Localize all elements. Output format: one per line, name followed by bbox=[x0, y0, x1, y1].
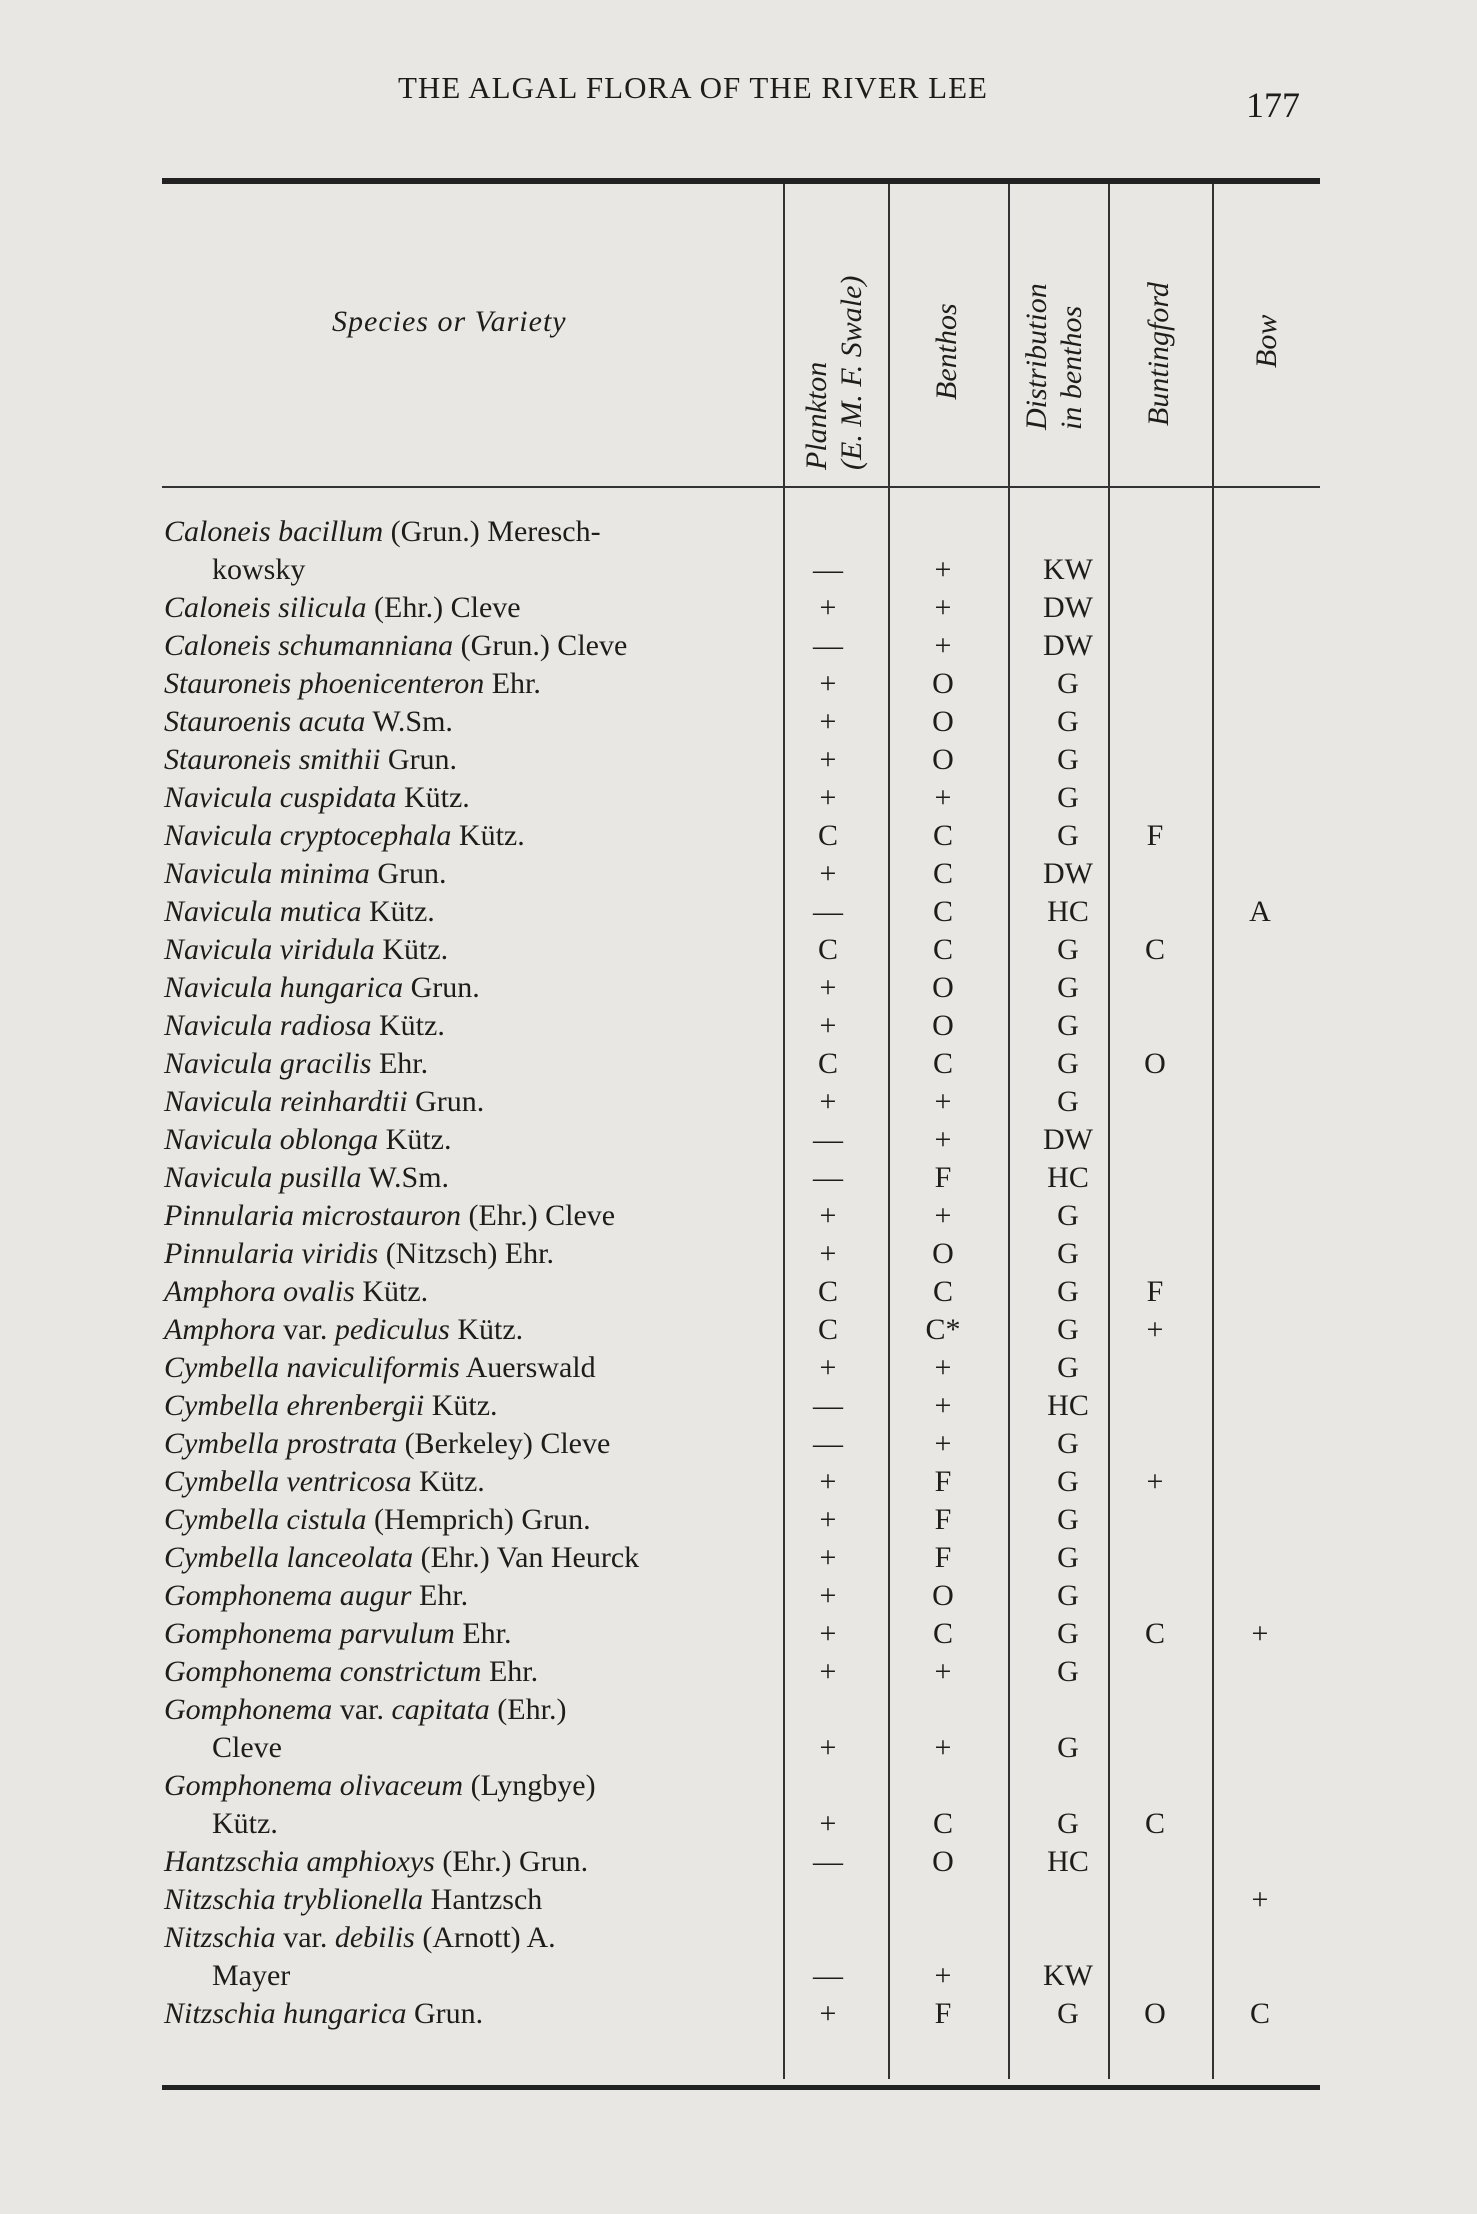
benthos-value: C bbox=[932, 895, 953, 928]
species-name bbox=[164, 1881, 542, 1919]
species-authority: Kütz. bbox=[361, 895, 435, 928]
species-authority: (Ehr.) Grun. bbox=[434, 1845, 589, 1878]
species-name bbox=[164, 1083, 484, 1121]
species-authority: W.Sm. bbox=[361, 1161, 450, 1194]
distribution-value: G bbox=[1057, 819, 1079, 852]
benthos-value: O bbox=[932, 1579, 954, 1612]
bow-value: + bbox=[1251, 1883, 1269, 1916]
running-head: THE ALGAL FLORA OF THE RIVER LEE bbox=[398, 70, 988, 105]
benthos-value: O bbox=[932, 1009, 954, 1042]
species-name bbox=[164, 1197, 615, 1235]
species-italic: Navicula cryptocephala bbox=[164, 819, 452, 852]
species-name bbox=[164, 741, 457, 779]
column-heading-line: Benthos bbox=[930, 303, 963, 400]
column-heading-distribution bbox=[1020, 283, 1089, 430]
species-italic: pediculus bbox=[334, 1313, 450, 1346]
table-row bbox=[0, 1653, 1477, 1691]
column-heading-line: (E. M. F. Swale) bbox=[834, 275, 868, 470]
plankton-value: + bbox=[819, 857, 837, 890]
species-name bbox=[164, 1045, 428, 1083]
species-italic: Stauroneis smithii bbox=[164, 743, 381, 776]
benthos-value: C bbox=[932, 933, 953, 966]
distribution-value: G bbox=[1057, 1731, 1079, 1764]
species-italic: Caloneis silicula bbox=[164, 591, 367, 624]
species-italic: debilis bbox=[334, 1921, 415, 1954]
species-italic: Cymbella cistula bbox=[164, 1503, 367, 1536]
benthos-value: + bbox=[934, 591, 952, 624]
species-continuation: kowsky bbox=[212, 553, 306, 586]
buntingford-value: C bbox=[1144, 1807, 1165, 1840]
species-authority: Ehr. bbox=[411, 1579, 469, 1612]
table-row bbox=[0, 1007, 1477, 1045]
buntingford-value: + bbox=[1146, 1313, 1164, 1346]
benthos-value: F bbox=[934, 1997, 952, 2030]
species-authority: Grun. bbox=[407, 1085, 485, 1118]
table-header-rule bbox=[162, 486, 1320, 488]
table-row bbox=[0, 1919, 1477, 1995]
distribution-value: G bbox=[1057, 1541, 1079, 1574]
species-authority: var. bbox=[275, 1921, 335, 1954]
benthos-value: C* bbox=[925, 1313, 961, 1346]
species-authority: Ehr. bbox=[481, 1655, 539, 1688]
species-name bbox=[164, 893, 435, 931]
benthos-value: O bbox=[932, 1237, 954, 1270]
benthos-value: F bbox=[934, 1541, 952, 1574]
plankton-value: + bbox=[819, 971, 837, 1004]
species-italic: Cymbella ventricosa bbox=[164, 1465, 412, 1498]
species-authority: W.Sm. bbox=[365, 705, 453, 738]
plankton-value: + bbox=[819, 1807, 837, 1840]
species-authority: Grun. bbox=[406, 1997, 484, 2030]
table-row bbox=[0, 1539, 1477, 1577]
table-row bbox=[0, 931, 1477, 969]
plankton-value: + bbox=[819, 1465, 837, 1498]
species-authority: Kütz. bbox=[396, 781, 470, 814]
species-authority: (Arnott) A. bbox=[414, 1921, 556, 1954]
table-row bbox=[0, 779, 1477, 817]
species-italic: capitata bbox=[391, 1693, 490, 1726]
distribution-value: G bbox=[1057, 1503, 1079, 1536]
distribution-value: G bbox=[1057, 1351, 1079, 1384]
species-italic: Nitzschia bbox=[164, 1921, 276, 1954]
species-italic: Nitzschia hungarica bbox=[164, 1997, 407, 2030]
plankton-value: + bbox=[819, 1199, 837, 1232]
distribution-value: DW bbox=[1043, 629, 1093, 662]
species-authority: (Ehr.) Van Heurck bbox=[413, 1541, 640, 1574]
species-authority: Ehr. bbox=[454, 1617, 512, 1650]
species-authority: (Grun.) Cleve bbox=[453, 629, 628, 662]
species-italic: Cymbella prostrata bbox=[164, 1427, 398, 1460]
species-name bbox=[164, 1425, 610, 1463]
plankton-value: C bbox=[817, 933, 838, 966]
species-continuation: Mayer bbox=[212, 1959, 291, 1992]
table-row bbox=[0, 1691, 1477, 1767]
species-name bbox=[164, 1653, 538, 1691]
table-row bbox=[0, 627, 1477, 665]
distribution-value: G bbox=[1057, 705, 1079, 738]
species-name bbox=[164, 1273, 428, 1311]
plankton-value: — bbox=[813, 1845, 843, 1878]
plankton-value: — bbox=[813, 895, 843, 928]
table-row bbox=[0, 1121, 1477, 1159]
plankton-value: + bbox=[819, 1351, 837, 1384]
buntingford-value: F bbox=[1146, 819, 1164, 852]
species-name bbox=[164, 1463, 485, 1501]
species-authority: Grun. bbox=[369, 857, 447, 890]
buntingford-value: O bbox=[1144, 1997, 1166, 2030]
distribution-value: G bbox=[1057, 933, 1079, 966]
plankton-value: + bbox=[819, 1579, 837, 1612]
benthos-value: O bbox=[932, 971, 954, 1004]
species-name bbox=[164, 1767, 596, 1843]
species-authority: Grun. bbox=[380, 743, 458, 776]
distribution-value: HC bbox=[1047, 1389, 1089, 1422]
species-authority: Grun. bbox=[403, 971, 480, 1004]
table-row bbox=[0, 1843, 1477, 1881]
species-authority: Kütz. bbox=[378, 1123, 452, 1156]
benthos-value: C bbox=[932, 1807, 953, 1840]
buntingford-value: O bbox=[1144, 1047, 1166, 1080]
species-authority: Kütz. bbox=[354, 1275, 429, 1308]
table-row bbox=[0, 1615, 1477, 1653]
table-row bbox=[0, 589, 1477, 627]
species-name bbox=[164, 1235, 554, 1273]
benthos-value: + bbox=[934, 1389, 952, 1422]
distribution-value: G bbox=[1057, 1655, 1079, 1688]
species-name bbox=[164, 1843, 588, 1881]
plankton-value: + bbox=[819, 1009, 837, 1042]
distribution-value: G bbox=[1057, 1009, 1079, 1042]
table-row bbox=[0, 1235, 1477, 1273]
plankton-value: + bbox=[819, 667, 837, 700]
species-italic: Cymbella naviculiformis bbox=[164, 1351, 460, 1384]
distribution-value: KW bbox=[1043, 553, 1093, 586]
species-authority: (Ehr.) bbox=[489, 1693, 567, 1726]
table-row bbox=[0, 741, 1477, 779]
benthos-value: C bbox=[932, 1047, 953, 1080]
species-authority: Kütz. bbox=[424, 1389, 498, 1422]
species-italic: Cymbella ehrenbergii bbox=[164, 1389, 425, 1422]
table-row bbox=[0, 1387, 1477, 1425]
species-continuation: Kütz. bbox=[212, 1807, 278, 1840]
benthos-value: O bbox=[932, 743, 954, 776]
species-italic: Pinnularia viridis bbox=[164, 1237, 379, 1270]
table-row bbox=[0, 1273, 1477, 1311]
species-italic: Navicula oblonga bbox=[164, 1123, 379, 1156]
species-italic: Gomphonema augur bbox=[164, 1579, 412, 1612]
distribution-value: G bbox=[1057, 1199, 1079, 1232]
plankton-value: — bbox=[813, 1123, 843, 1156]
species-authority: Hantzsch bbox=[423, 1883, 543, 1916]
table-row bbox=[0, 1083, 1477, 1121]
plankton-value: + bbox=[819, 1085, 837, 1118]
species-authority: Ehr. bbox=[371, 1047, 429, 1080]
species-name bbox=[164, 779, 470, 817]
plankton-value: + bbox=[819, 1617, 837, 1650]
column-heading-plankton bbox=[800, 276, 869, 470]
species-authority: Kütz. bbox=[451, 819, 525, 852]
species-italic: Hantzschia amphioxys bbox=[164, 1845, 435, 1878]
table-row bbox=[0, 1159, 1477, 1197]
distribution-value: G bbox=[1057, 667, 1079, 700]
plankton-value: + bbox=[819, 1541, 837, 1574]
species-italic: Amphora ovalis bbox=[164, 1275, 355, 1308]
plankton-value: — bbox=[813, 1389, 843, 1422]
benthos-value: + bbox=[934, 1731, 952, 1764]
benthos-value: + bbox=[934, 1085, 952, 1118]
species-italic: Navicula mutica bbox=[164, 895, 362, 928]
distribution-value: KW bbox=[1043, 1959, 1093, 1992]
species-name bbox=[164, 1919, 556, 1995]
benthos-value: C bbox=[932, 819, 953, 852]
species-italic: Navicula radiosa bbox=[164, 1009, 372, 1042]
benthos-value: + bbox=[934, 629, 952, 662]
table-row bbox=[0, 1501, 1477, 1539]
benthos-value: C bbox=[932, 857, 953, 890]
table-row bbox=[0, 665, 1477, 703]
buntingford-value: F bbox=[1146, 1275, 1164, 1308]
species-name bbox=[164, 1349, 596, 1387]
table-row bbox=[0, 1767, 1477, 1843]
table-row bbox=[0, 513, 1477, 589]
species-name bbox=[164, 1577, 468, 1615]
species-name bbox=[164, 1691, 566, 1767]
species-authority: (Berkeley) Cleve bbox=[397, 1427, 611, 1460]
benthos-value: O bbox=[932, 1845, 954, 1878]
distribution-value: G bbox=[1057, 1579, 1079, 1612]
species-italic: Navicula gracilis bbox=[164, 1047, 372, 1080]
table-row bbox=[0, 1881, 1477, 1919]
species-authority: Kütz. bbox=[411, 1465, 485, 1498]
distribution-value: G bbox=[1057, 1237, 1079, 1270]
benthos-value: + bbox=[934, 1123, 952, 1156]
species-italic: Navicula viridula bbox=[164, 933, 375, 966]
benthos-value: + bbox=[934, 781, 952, 814]
species-authority: Kütz. bbox=[371, 1009, 445, 1042]
plankton-value: + bbox=[819, 705, 837, 738]
plankton-value: C bbox=[817, 819, 838, 852]
species-italic: Cymbella lanceolata bbox=[164, 1541, 414, 1574]
column-heading-line: Bow bbox=[1250, 314, 1283, 368]
table-row bbox=[0, 703, 1477, 741]
species-authority: Kütz. bbox=[374, 933, 449, 966]
distribution-value: DW bbox=[1043, 1123, 1093, 1156]
distribution-value: DW bbox=[1043, 857, 1093, 890]
species-authority: var. bbox=[275, 1313, 335, 1346]
distribution-value: G bbox=[1057, 1085, 1079, 1118]
distribution-value: G bbox=[1057, 781, 1079, 814]
page-number: 177 bbox=[1246, 85, 1300, 125]
column-heading-line: Distribution bbox=[1020, 283, 1053, 430]
species-authority: Kütz. bbox=[449, 1313, 524, 1346]
species-authority: (Nitzsch) Ehr. bbox=[378, 1237, 554, 1270]
column-heading-bow bbox=[1250, 315, 1285, 368]
buntingford-value: C bbox=[1144, 933, 1165, 966]
species-name bbox=[164, 969, 480, 1007]
species-italic: Amphora bbox=[164, 1313, 276, 1346]
benthos-value: + bbox=[934, 1427, 952, 1460]
species-name bbox=[164, 1995, 483, 2033]
species-italic: Caloneis schumanniana bbox=[164, 629, 454, 662]
distribution-value: G bbox=[1057, 971, 1079, 1004]
species-italic: Caloneis bacillum bbox=[164, 515, 384, 548]
distribution-value: G bbox=[1057, 1807, 1079, 1840]
bow-value: + bbox=[1251, 1617, 1269, 1650]
distribution-value: HC bbox=[1047, 1161, 1089, 1194]
species-italic: Gomphonema bbox=[164, 1693, 333, 1726]
species-name bbox=[164, 931, 448, 969]
benthos-value: + bbox=[934, 1655, 952, 1688]
species-name bbox=[164, 627, 627, 665]
distribution-value: HC bbox=[1047, 1845, 1089, 1878]
species-name bbox=[164, 513, 601, 589]
species-italic: Nitzschia tryblionella bbox=[164, 1883, 424, 1916]
plankton-value: C bbox=[817, 1313, 838, 1346]
species-name bbox=[164, 817, 525, 855]
species-name bbox=[164, 589, 521, 627]
column-heading-benthos bbox=[930, 303, 965, 400]
table-row bbox=[0, 1197, 1477, 1235]
column-heading-line: Plankton bbox=[800, 361, 833, 470]
benthos-value: + bbox=[934, 1351, 952, 1384]
species-name bbox=[164, 1387, 498, 1425]
species-italic: Stauroneis phoenicenteron bbox=[164, 667, 485, 700]
species-italic: Gomphonema olivaceum bbox=[164, 1769, 464, 1802]
species-name bbox=[164, 1539, 639, 1577]
benthos-value: F bbox=[934, 1503, 952, 1536]
table-row bbox=[0, 1045, 1477, 1083]
species-name bbox=[164, 1159, 449, 1197]
species-italic: Navicula pusilla bbox=[164, 1161, 362, 1194]
benthos-value: O bbox=[932, 667, 954, 700]
species-name bbox=[164, 665, 541, 703]
table-row bbox=[0, 1311, 1477, 1349]
table-row bbox=[0, 1995, 1477, 2033]
column-heading-line: in benthos bbox=[1054, 305, 1088, 430]
buntingford-value: C bbox=[1144, 1617, 1165, 1650]
species-name bbox=[164, 703, 453, 741]
table-row bbox=[0, 1577, 1477, 1615]
column-heading-buntingford bbox=[1142, 282, 1177, 426]
species-authority: var. bbox=[332, 1693, 392, 1726]
benthos-value: + bbox=[934, 553, 952, 586]
species-name bbox=[164, 855, 446, 893]
buntingford-value: + bbox=[1146, 1465, 1164, 1498]
benthos-value: F bbox=[934, 1465, 952, 1498]
distribution-value: HC bbox=[1047, 895, 1089, 928]
species-name bbox=[164, 1121, 451, 1159]
benthos-value: O bbox=[932, 705, 954, 738]
plankton-value: + bbox=[819, 1731, 837, 1764]
plankton-value: + bbox=[819, 1655, 837, 1688]
species-italic: Pinnularia microstauron bbox=[164, 1199, 461, 1232]
table-row bbox=[0, 817, 1477, 855]
column-heading-line: Buntingford bbox=[1142, 282, 1175, 426]
species-italic: Navicula reinhardtii bbox=[164, 1085, 408, 1118]
table-row bbox=[0, 1425, 1477, 1463]
species-column-heading: Species or Variety bbox=[332, 305, 567, 338]
benthos-value: + bbox=[934, 1959, 952, 1992]
distribution-value: G bbox=[1057, 1465, 1079, 1498]
plankton-value: C bbox=[817, 1275, 838, 1308]
plankton-value: + bbox=[819, 1503, 837, 1536]
species-authority: (Ehr.) Cleve bbox=[366, 591, 521, 624]
distribution-value: DW bbox=[1043, 591, 1093, 624]
table-row bbox=[0, 855, 1477, 893]
species-name bbox=[164, 1501, 591, 1539]
distribution-value: G bbox=[1057, 1427, 1079, 1460]
table-row bbox=[0, 1349, 1477, 1387]
plankton-value: — bbox=[813, 629, 843, 662]
species-italic: Stauroenis acuta bbox=[164, 705, 366, 738]
species-authority: Auerswald bbox=[459, 1351, 596, 1384]
plankton-value: — bbox=[813, 1427, 843, 1460]
table-bottom-rule bbox=[162, 2085, 1320, 2090]
species-authority: (Lyngbye) bbox=[463, 1769, 596, 1802]
distribution-value: G bbox=[1057, 1997, 1079, 2030]
species-italic: Navicula minima bbox=[164, 857, 370, 890]
species-authority: (Ehr.) Cleve bbox=[460, 1199, 616, 1232]
species-name bbox=[164, 1007, 445, 1045]
distribution-value: G bbox=[1057, 1275, 1079, 1308]
species-italic: Navicula hungarica bbox=[164, 971, 404, 1004]
benthos-value: F bbox=[934, 1161, 952, 1194]
table-row bbox=[0, 1463, 1477, 1501]
distribution-value: G bbox=[1057, 743, 1079, 776]
benthos-value: C bbox=[932, 1275, 953, 1308]
distribution-value: G bbox=[1057, 1617, 1079, 1650]
species-name bbox=[164, 1311, 523, 1349]
plankton-value: — bbox=[813, 1161, 843, 1194]
plankton-value: + bbox=[819, 1997, 837, 2030]
species-name bbox=[164, 1615, 511, 1653]
species-authority: Ehr. bbox=[484, 667, 541, 700]
plankton-value: + bbox=[819, 781, 837, 814]
species-continuation: Cleve bbox=[212, 1731, 282, 1764]
plankton-value: + bbox=[819, 743, 837, 776]
species-italic: Navicula cuspidata bbox=[164, 781, 397, 814]
bow-value: A bbox=[1249, 895, 1271, 928]
benthos-value: C bbox=[932, 1617, 953, 1650]
plankton-value: — bbox=[813, 553, 843, 586]
table-row bbox=[0, 893, 1477, 931]
table-top-rule bbox=[162, 178, 1320, 184]
plankton-value: — bbox=[813, 1959, 843, 1992]
table-row bbox=[0, 969, 1477, 1007]
bow-value: C bbox=[1249, 1997, 1270, 2030]
plankton-value: + bbox=[819, 591, 837, 624]
species-authority: (Grun.) Meresch- bbox=[383, 515, 601, 548]
species-italic: Gomphonema constrictum bbox=[164, 1655, 482, 1688]
species-authority: (Hemprich) Grun. bbox=[366, 1503, 591, 1536]
plankton-value: + bbox=[819, 1237, 837, 1270]
species-italic: Gomphonema parvulum bbox=[164, 1617, 455, 1650]
distribution-value: G bbox=[1057, 1047, 1079, 1080]
distribution-value: G bbox=[1057, 1313, 1079, 1346]
plankton-value: C bbox=[817, 1047, 838, 1080]
benthos-value: + bbox=[934, 1199, 952, 1232]
